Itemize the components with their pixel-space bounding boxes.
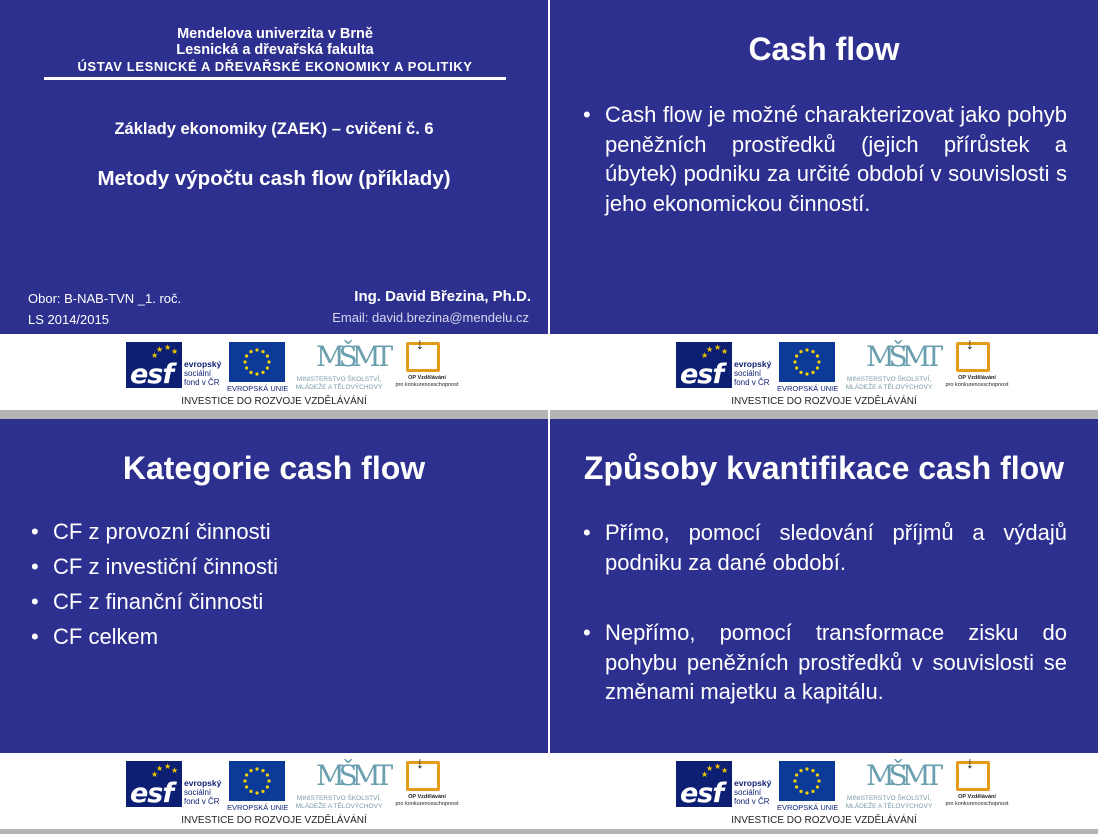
slide-quantification (550, 419, 1098, 831)
eu-flag-icon (229, 342, 285, 382)
slide-footer (550, 753, 1098, 831)
eu-label: EVROPSKÁ UNIE (777, 384, 839, 393)
esf-label: evropský sociální fond v ČR (734, 359, 772, 387)
university-name: Mendelova univerzita v Brně (177, 26, 373, 42)
study-program: Obor: B-NAB-TVN _1. roč. (28, 291, 182, 306)
slide-cash-flow (550, 0, 1098, 412)
footer-tagline: INVESTICE DO ROZVOJE VZDĚLÁVÁNÍ (731, 396, 917, 407)
faculty-name: Lesnická a dřevařská fakulta (176, 42, 374, 58)
slide-title: Cash flow (748, 31, 900, 67)
msmt-label: MINISTERSTVO ŠKOLSTVÍ, MLÁDEŽE A TĚLOVÝCHOVY (845, 376, 933, 391)
esf-label: evropský sociální fond v ČR (184, 359, 222, 387)
msmt-logo-icon: MŠMT (316, 759, 388, 792)
bullet-list (583, 100, 1067, 218)
slide-content (0, 0, 548, 334)
op-arrow-icon: ↓ (966, 755, 974, 772)
bullet-item: • CF z investiční činnosti (31, 554, 511, 589)
op-arrow-icon: ↓ (416, 755, 424, 772)
slide-footer (550, 334, 1098, 412)
bullet-item: • Nepřímo, pomocí transformace zisku do pohybu peněžních prostředků v souvislosti se změnami majetku a kapitálu. (583, 618, 1067, 707)
funding-logos (676, 755, 1016, 817)
bullet-item: • CF celkem (31, 624, 511, 659)
slide-title: Kategorie cash flow (122, 450, 426, 486)
institute-name: ÚSTAV LESNICKÉ A DŘEVAŘSKÉ EKONOMIKY A POLITIKY (77, 59, 473, 74)
op-label: OP Vzdělávání pro konkurenceschopnost (395, 794, 459, 807)
lecture-topic: Metody výpočtu cash flow (příklady) (97, 167, 451, 190)
op-label: OP Vzdělávání pro konkurenceschopnost (945, 794, 1009, 807)
header-divider (44, 77, 506, 80)
msmt-label: MINISTERSTVO ŠKOLSTVÍ, MLÁDEŽE A TĚLOVÝCHOVY (845, 795, 933, 810)
slide-title (0, 0, 548, 412)
eu-flag-icon (779, 342, 835, 382)
op-arrow-icon: ↓ (416, 336, 424, 353)
bullet-list (31, 519, 511, 659)
slide-footer (0, 753, 548, 831)
slide-categories (0, 419, 548, 831)
eu-flag-icon (779, 761, 835, 801)
bullet-item: • CF z finanční činnosti (31, 589, 511, 624)
msmt-logo-icon: MŠMT (866, 340, 938, 373)
course-name: Základy ekonomiky (ZAEK) – cvičení č. 6 (114, 120, 434, 138)
bullet-item: • Cash flow je možné charakterizovat jako pohyb peněžních prostředků (jejich přírůstek a úbytek) podniku za určité období v souvislosti s jeho ekonomickou činností. (583, 100, 1067, 218)
footer-tagline: INVESTICE DO ROZVOJE VZDĚLÁVÁNÍ (731, 815, 917, 826)
op-arrow-icon: ↓ (966, 336, 974, 353)
esf-logo-icon: ★ ★ ★ ★ esf (676, 761, 732, 807)
msmt-logo-icon: MŠMT (316, 340, 388, 373)
eu-label: EVROPSKÁ UNIE (777, 803, 839, 812)
eu-flag-icon (229, 761, 285, 801)
author-name: Ing. David Březina, Ph.D. (354, 288, 531, 305)
op-label: OP Vzdělávání pro konkurenceschopnost (945, 375, 1009, 388)
funding-logos (676, 336, 1016, 398)
slide-content (550, 0, 1098, 334)
bullet-list (583, 518, 1067, 707)
esf-logo-icon: ★ ★ ★ ★ esf (126, 342, 182, 388)
op-label: OP Vzdělávání pro konkurenceschopnost (395, 375, 459, 388)
funding-logos (126, 336, 466, 398)
slide-title: Způsoby kvantifikace cash flow (583, 450, 1065, 486)
esf-label: evropský sociální fond v ČR (184, 778, 222, 806)
vertical-separator (548, 0, 550, 834)
semester: LS 2014/2015 (28, 312, 109, 327)
slide-content (550, 419, 1098, 753)
esf-label: evropský sociální fond v ČR (734, 778, 772, 806)
author-email: Email: david.brezina@mendelu.cz (332, 310, 529, 325)
eu-label: EVROPSKÁ UNIE (227, 803, 289, 812)
footer-tagline: INVESTICE DO ROZVOJE VZDĚLÁVÁNÍ (181, 815, 367, 826)
msmt-logo-icon: MŠMT (866, 759, 938, 792)
slide-content (0, 419, 548, 753)
esf-logo-icon: ★ ★ ★ ★ esf (676, 342, 732, 388)
bottom-separator (0, 829, 1098, 834)
footer-tagline: INVESTICE DO ROZVOJE VZDĚLÁVÁNÍ (181, 396, 367, 407)
eu-label: EVROPSKÁ UNIE (227, 384, 289, 393)
bullet-item: • Přímo, pomocí sledování příjmů a výdajů podniku za dané období. (583, 518, 1067, 577)
msmt-label: MINISTERSTVO ŠKOLSTVÍ, MLÁDEŽE A TĚLOVÝCHOVY (295, 376, 383, 391)
msmt-label: MINISTERSTVO ŠKOLSTVÍ, MLÁDEŽE A TĚLOVÝCHOVY (295, 795, 383, 810)
esf-logo-icon: ★ ★ ★ ★ esf (126, 761, 182, 807)
slide-footer (0, 334, 548, 412)
bullet-item: • CF z provozní činnosti (31, 519, 511, 554)
funding-logos (126, 755, 466, 817)
